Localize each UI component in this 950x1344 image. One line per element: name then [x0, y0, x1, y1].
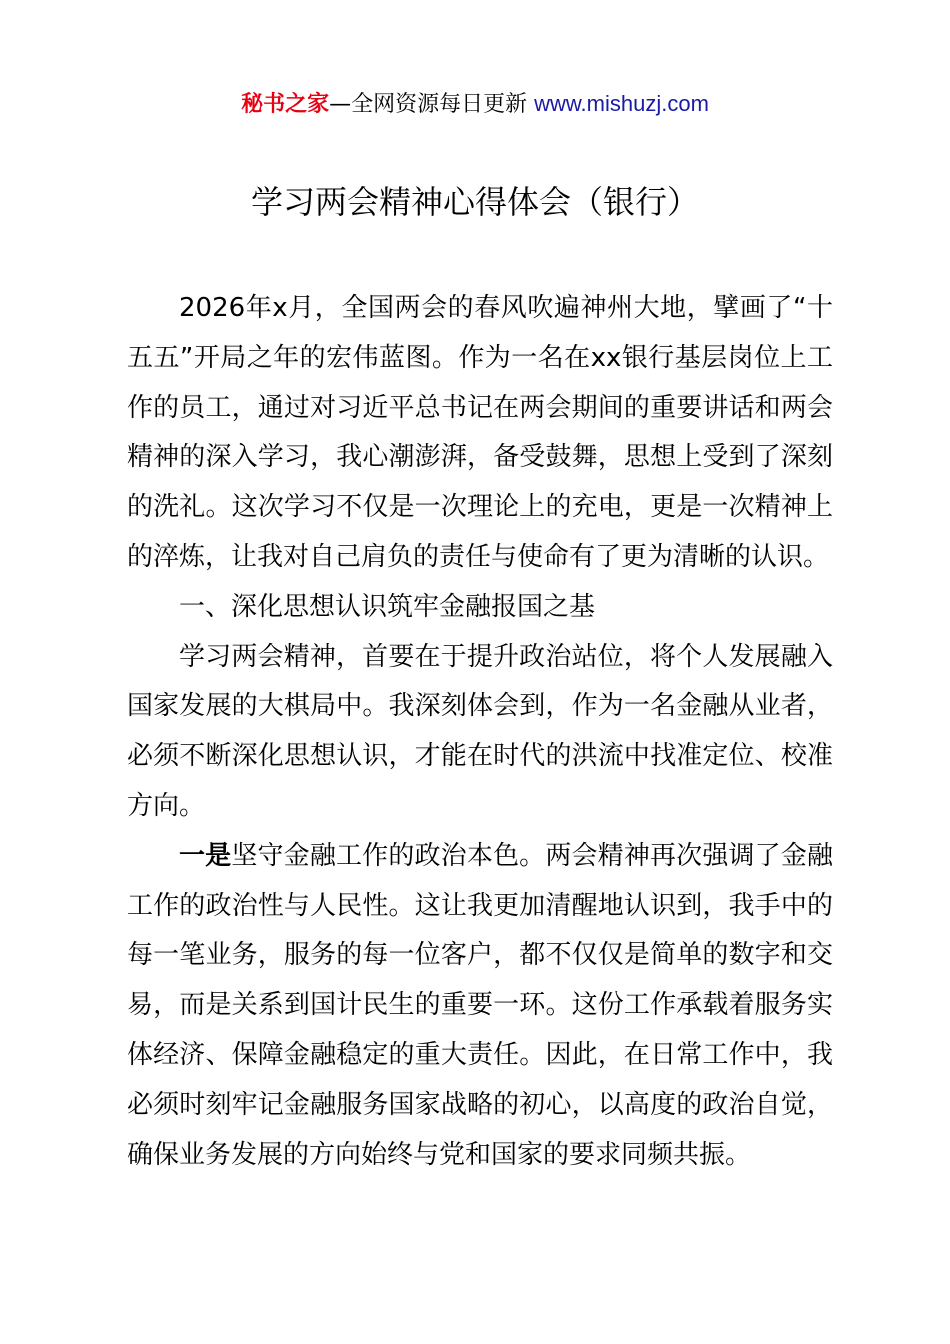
intro-paragraph: 2026年x月，全国两会的春风吹遍神州大地，擘画了“十五五”开局之年的宏伟蓝图。作为一名在xx银行基层岗位上工作的员工，通过对习近平总书记在两会期间的重要讲话和两会精神的深入学习，我心潮澎湃，备受鼓舞，思想上受到了深刻的洗礼。这次学习不仅是一次理论上的充电，更是一次精神上的淬炼，让我对自己肩负的责任与使命有了更为清晰的认识。: [127, 293, 833, 572]
document-body: [127, 284, 833, 1180]
site-header: [0, 88, 950, 121]
point-one-text: 坚守金融工作的政治本色。两会精神再次强调了金融工作的政治性与人民性。这让我更加清醒地认识到，我手中的每一笔业务，服务的每一位客户，都不仅仅是简单的数字和交易，而是关系到国计民生的重要一环。这份工作承载着服务实体经济、保障金融稳定的重大责任。因此，在日常工作中，我必须时刻牢记金融服务国家战略的初心，以高度的政治自觉，确保业务发展的方向始终与党和国家的要求同频共振。: [127, 840, 833, 1170]
brand-name: 秘书之家: [241, 92, 330, 117]
section-heading: 一、深化思想认识筑牢金融报国之基: [179, 591, 596, 622]
point-one-lead: 一是: [179, 840, 232, 871]
header-tagline: —全网资源每日更新: [329, 92, 535, 117]
site-url-link[interactable]: www.mishuzj.com: [534, 91, 709, 116]
document-title: 学习两会精神心得体会（银行）: [250, 183, 699, 221]
section-intro-paragraph: 学习两会精神，首要在于提升政治站位，将个人发展融入国家发展的大棋局中。我深刻体会到，作为一名金融从业者，必须不断深化思想认识，才能在时代的洪流中找准定位、校准方向。: [127, 641, 833, 821]
point-one-paragraph: [127, 832, 833, 1181]
